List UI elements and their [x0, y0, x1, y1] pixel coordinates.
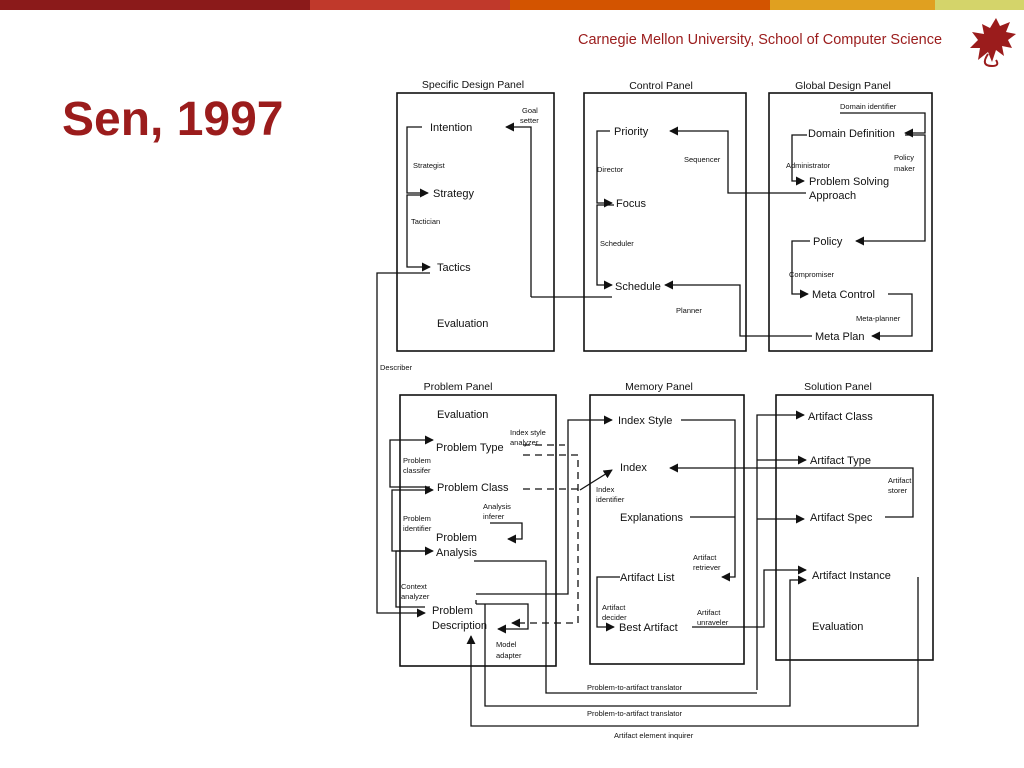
label-context-analyzer-1: Context: [401, 582, 427, 591]
institution-name: Carnegie Mellon University, School of Computer Science: [578, 32, 943, 48]
slide-title: Sen, 1997: [62, 93, 284, 146]
label-problem-classifier-1: Problem: [403, 456, 431, 465]
node-strategy: Strategy: [433, 188, 474, 200]
label-translator-1: Problem-to-artifact translator: [587, 683, 683, 692]
node-focus: Focus: [616, 198, 646, 210]
node-problem-class: Problem Class: [437, 482, 509, 494]
node-problem-analysis-line2: Analysis: [436, 547, 477, 559]
label-translator-2: Problem-to-artifact translator: [587, 709, 683, 718]
node-problem-description-line2: Description: [432, 620, 488, 632]
edge-describer: [377, 273, 430, 613]
panel-title-memory: Memory Panel: [625, 381, 693, 393]
node-artifact-instance: Artifact Instance: [812, 570, 891, 582]
label-strategist: Strategist: [413, 161, 445, 170]
label-artifact-retriever-2: retriever: [693, 563, 721, 572]
node-schedule: Schedule: [615, 281, 661, 293]
label-artifact-unraveler-1: Artifact: [697, 608, 721, 617]
node-domain-definition: Domain Definition: [808, 128, 895, 140]
label-index-identifier-2: identifier: [596, 495, 625, 504]
node-index-style: Index Style: [618, 415, 673, 427]
edge-analysis-inferer: [490, 523, 522, 539]
node-problem-solving-line1: Problem Solving: [809, 176, 890, 188]
label-artifact-storer-2: storer: [888, 486, 908, 495]
node-problem-solving-line2: Approach: [809, 190, 857, 202]
label-context-analyzer-2: analyzer: [401, 592, 430, 601]
label-describer: Describer: [380, 363, 413, 372]
label-model-adapter-1: Model: [496, 640, 517, 649]
label-goal-setter-1: Goal: [522, 106, 538, 115]
label-planner: Planner: [676, 306, 702, 315]
edge-strategist: [407, 127, 428, 193]
panel-title-control: Control Panel: [629, 80, 693, 92]
edge-tactician: [407, 195, 430, 267]
node-sp-evaluation: Evaluation: [812, 621, 864, 633]
label-artifact-unraveler-2: unraveler: [697, 618, 729, 627]
node-priority: Priority: [614, 126, 649, 138]
label-element-inquirer: Artifact element inquirer: [614, 731, 694, 740]
node-artifact-spec: Artifact Spec: [810, 512, 873, 524]
node-best-artifact: Best Artifact: [619, 622, 678, 634]
label-compromiser: Compromiser: [789, 270, 835, 279]
node-explanations: Explanations: [620, 512, 683, 524]
edge-to-artifact-class: [757, 415, 804, 690]
node-problem-description-line1: Problem: [432, 605, 473, 617]
label-meta-planner: Meta-planner: [856, 314, 901, 323]
panel-title-problem: Problem Panel: [423, 381, 493, 393]
node-meta-control: Meta Control: [812, 289, 875, 301]
node-artifact-type: Artifact Type: [810, 455, 871, 467]
node-intention: Intention: [430, 122, 473, 134]
panel-title-global-design: Global Design Panel: [795, 80, 891, 92]
label-index-style-analyzer-2: analyzer: [510, 438, 539, 447]
label-analysis-inferer-1: Analysis: [483, 502, 511, 511]
label-model-adapter-2: adapter: [496, 651, 522, 660]
node-problem-type: Problem Type: [436, 442, 504, 454]
control-panel-box: [584, 93, 746, 351]
edge-artifact-storer: [670, 468, 913, 517]
label-artifact-decider-1: Artifact: [602, 603, 626, 612]
node-pp-evaluation: Evaluation: [437, 409, 489, 421]
node-tactics: Tactics: [437, 262, 471, 274]
node-policy: Policy: [813, 236, 843, 248]
panel-title-specific-design: Specific Design Panel: [421, 79, 525, 91]
edge-element-inquirer: [471, 577, 918, 726]
edge-goal-setter: [506, 127, 531, 297]
label-tactician: Tactician: [411, 217, 441, 226]
panel-title-solution: Solution Panel: [804, 381, 872, 393]
node-sdp-evaluation: Evaluation: [437, 318, 489, 330]
label-artifact-storer-1: Artifact: [888, 476, 912, 485]
node-index: Index: [620, 462, 647, 474]
label-analysis-inferer-2: inferer: [483, 512, 505, 521]
label-domain-identifier: Domain identifier: [840, 102, 897, 111]
edge-policy-maker: [856, 135, 925, 241]
label-artifact-retriever-1: Artifact: [693, 553, 717, 562]
label-index-style-analyzer-1: Index style: [510, 428, 546, 437]
label-sequencer: Sequencer: [684, 155, 721, 164]
edge-administrator: [792, 135, 807, 181]
node-artifact-class: Artifact Class: [808, 411, 873, 423]
label-problem-identifier-1: Problem: [403, 514, 431, 523]
edge-compromiser: [792, 241, 810, 294]
label-index-identifier-1: Index: [596, 485, 615, 494]
label-problem-classifier-2: classifer: [403, 466, 431, 475]
label-director: Director: [597, 165, 624, 174]
label-policy-maker-1: Policy: [894, 153, 915, 162]
node-problem-analysis-line1: Problem: [436, 532, 477, 544]
label-goal-setter-2: setter: [520, 116, 539, 125]
label-scheduler: Scheduler: [600, 239, 634, 248]
node-meta-plan: Meta Plan: [815, 331, 865, 343]
label-artifact-decider-2: decider: [602, 613, 627, 622]
node-artifact-list: Artifact List: [620, 572, 675, 584]
label-administrator: Administrator: [786, 161, 831, 170]
label-problem-identifier-2: identifier: [403, 524, 432, 533]
label-policy-maker-2: maker: [894, 164, 915, 173]
